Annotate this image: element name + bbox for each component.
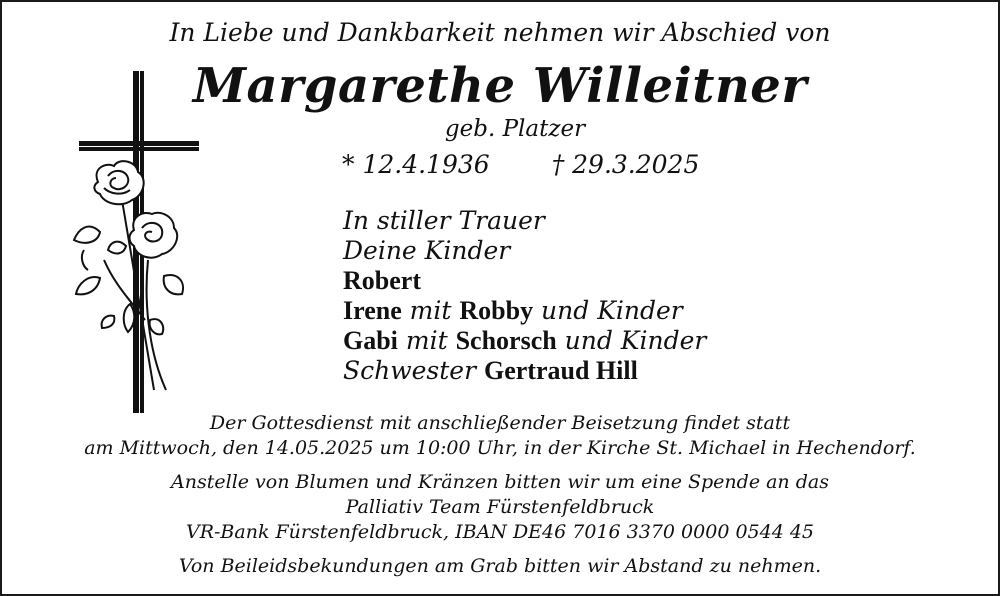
connector-text: Schwester [343,356,484,385]
connector-text: und Kinder [556,326,707,355]
mourner-name: Robby [459,296,534,325]
connector-text: mit [401,296,460,325]
mourner-line [343,266,706,296]
donation-line-3: VR-Bank Fürstenfeldbruck, IBAN DE46 7016 3370 0000 0544 45 [185,521,815,543]
mourner-line [343,356,706,386]
mourner-name: Robert [343,266,421,295]
mourner-line [343,296,706,326]
children-label: Deine Kinder [343,236,511,265]
mourner-name: Gabi [343,326,398,355]
connector-text: und Kinder [533,296,683,325]
death-date: † 29.3.2025 [551,150,700,179]
mourners-list [343,206,706,386]
mourner-name: Gertraud Hill [484,356,638,385]
mourners-heading: In stiller Trauer [343,206,545,235]
service-line-1: Der Gottesdienst mit anschließender Beisetzung findet statt [209,412,791,434]
intro-text: In Liebe und Dankbarkeit nehmen wir Abschied von [169,18,831,47]
connector-text: mit [397,326,456,355]
life-dates [342,150,699,179]
birth-date: * 12.4.1936 [342,150,490,179]
donation-line-1: Anstelle von Blumen und Kränzen bitten wir um eine Spende an das [171,471,829,493]
service-line-2: am Mittwoch, den 14.05.2025 um 10:00 Uhr, in der Kirche St. Michael in Hechendorf. [84,437,916,459]
mourner-name: Schorsch [455,326,557,355]
mourner-name: Irene [343,296,402,325]
deceased-name: Margarethe Willeitner [192,58,808,114]
donation-line-2: Palliativ Team Fürstenfeldbruck [345,496,655,518]
maiden-name: geb. Platzer [444,116,586,142]
closing-text: Von Beileidsbekundungen am Grab bitten wir Abstand zu nehmen. [178,555,822,577]
mourner-line [343,326,706,356]
